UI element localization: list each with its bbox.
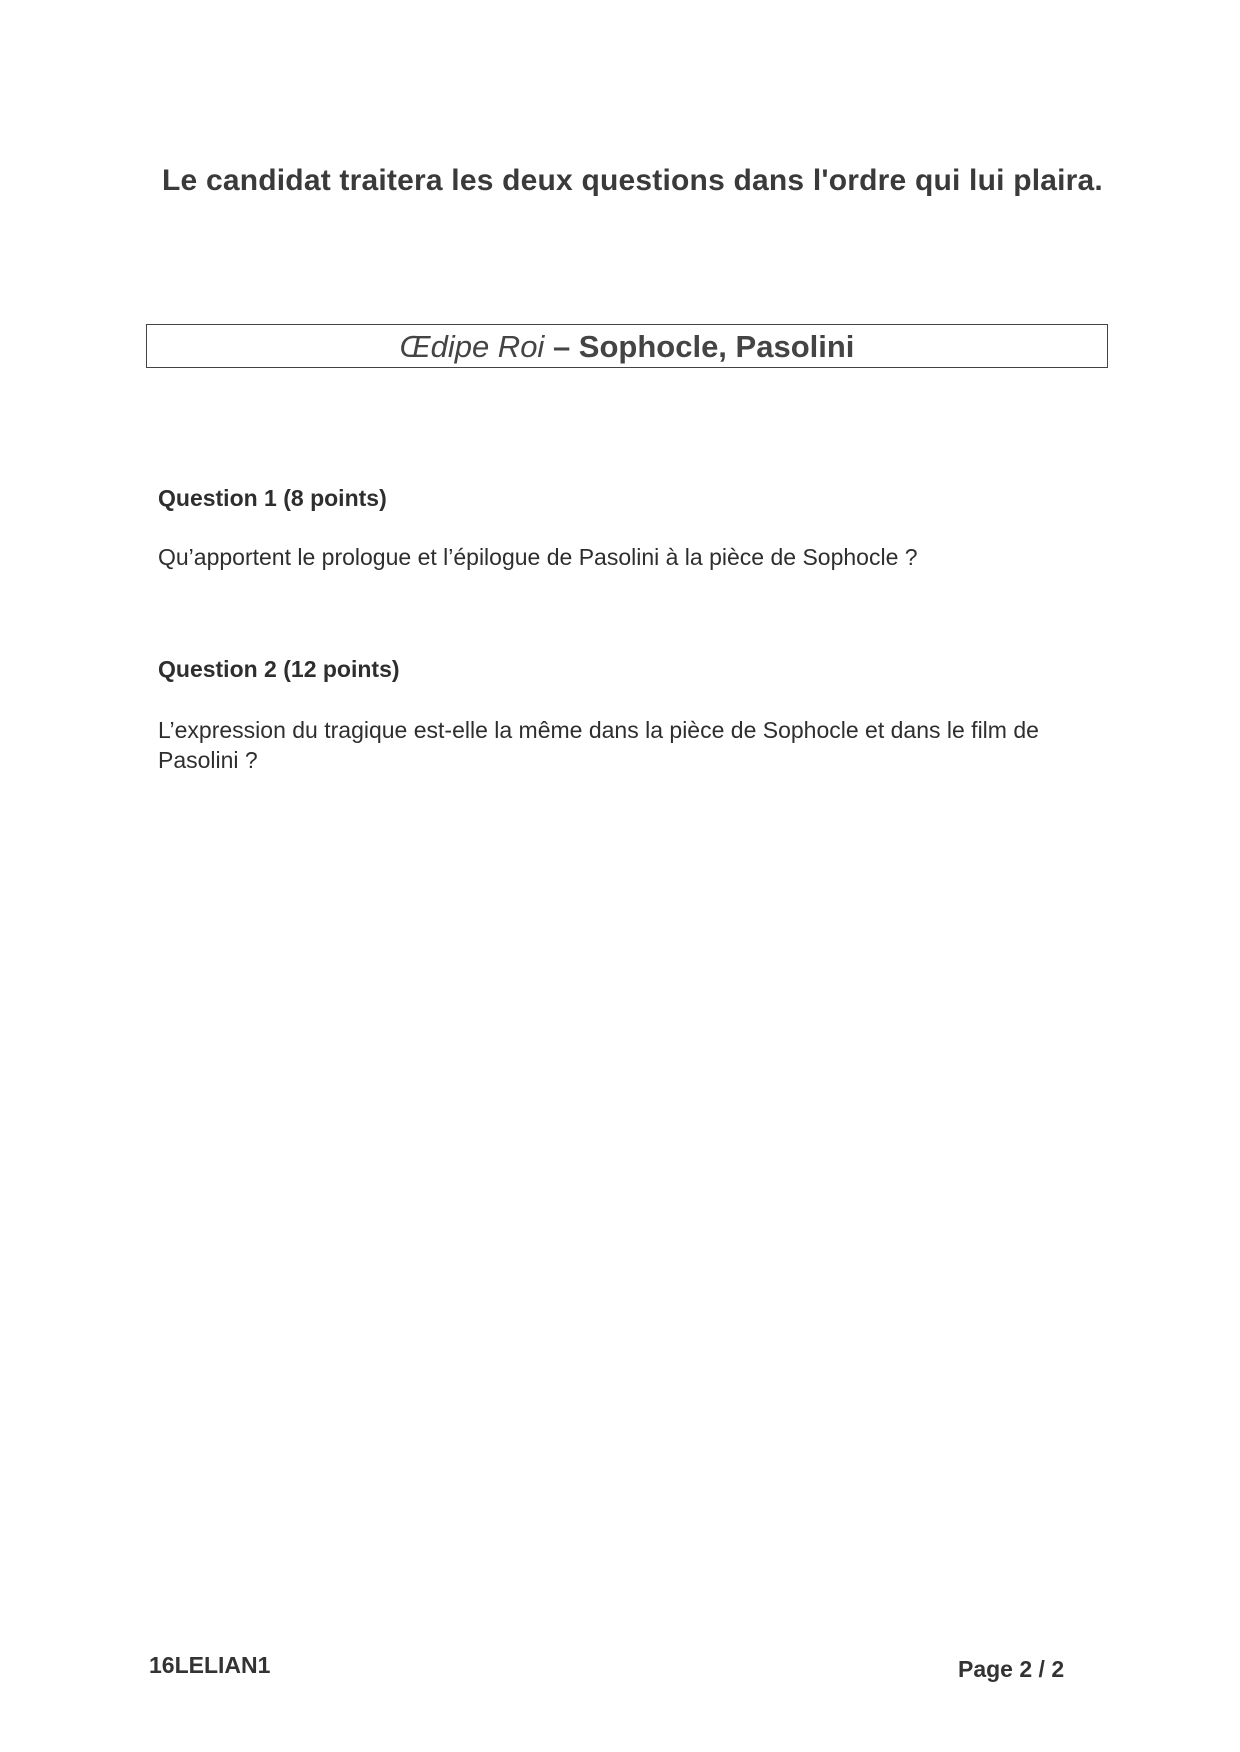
instruction-text: Le candidat traitera les deux questions dans l'ordre qui lui plaira. bbox=[162, 164, 1103, 197]
work-title: Œdipe Roi bbox=[399, 329, 545, 364]
title-box bbox=[146, 324, 1108, 368]
question-1-text: Qu’apportent le prologue et l’épilogue de Pasolini à la pièce de Sophocle ? bbox=[158, 544, 918, 570]
exam-code: 16LELIAN1 bbox=[149, 1652, 271, 1678]
question-1-heading: Question 1 (8 points) bbox=[158, 485, 387, 511]
page-number: Page 2 / 2 bbox=[958, 1656, 1065, 1682]
authors-title: – Sophocle, Pasolini bbox=[544, 329, 855, 364]
question-2-heading: Question 2 (12 points) bbox=[158, 656, 400, 682]
question-2-text: L’expression du tragique est-elle la même dans la pièce de Sophocle et dans le film de Pasolini ? bbox=[158, 717, 1039, 773]
subject-title bbox=[147, 329, 1107, 365]
